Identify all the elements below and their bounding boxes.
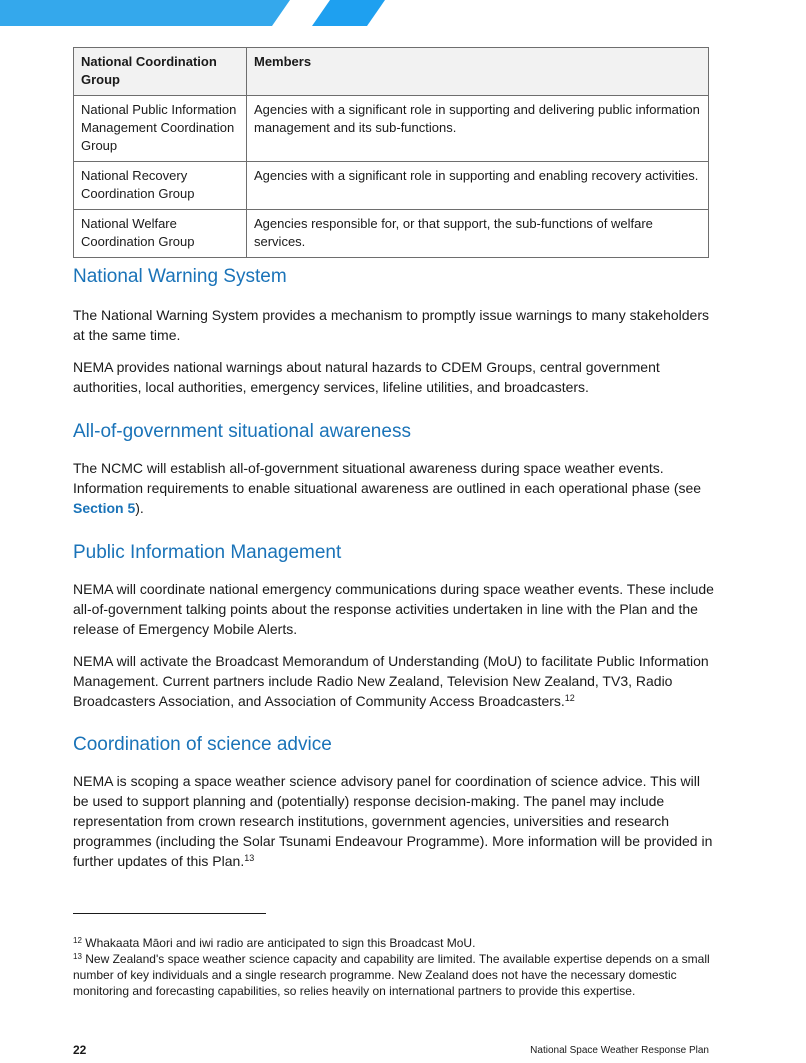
- heading-national-warning-system: National Warning System: [73, 266, 287, 287]
- table-cell: Agencies with a significant role in supporting and delivering public information management and its sub-functions.: [247, 96, 709, 162]
- footnote-13: [73, 951, 713, 999]
- footnote-12: [73, 935, 713, 951]
- footnote-number: 12: [73, 936, 82, 945]
- warning-paragraph-1: The National Warning System provides a mechanism to promptly issue warnings to many stakeholders at the same time.: [73, 307, 709, 343]
- table-header-row: [74, 48, 709, 96]
- page-number: 22: [73, 1043, 87, 1057]
- table-cell: Agencies with a significant role in supporting and enabling recovery activities.: [247, 162, 709, 210]
- footnote-divider: [73, 913, 266, 914]
- pim-paragraph-1: NEMA will coordinate national emergency communications during space weather events. These include all-of-government talking points about the response activities undertaken in line with the Plan and the release of Emergency Mobile Alerts.: [73, 581, 714, 637]
- heading-science-advice: Coordination of science advice: [73, 734, 332, 755]
- header-banner: [0, 0, 806, 26]
- pim-paragraph-2-text: NEMA will activate the Broadcast Memorandum of Understanding (MoU) to facilitate Public Information Management. Current partners include Radio New Zealand, Television New Zealand, TV3, Radio Broadcasters Association, and Association of Community Access Broadcasters.: [73, 653, 709, 709]
- coordination-groups-table: [73, 47, 709, 258]
- awareness-text-before: The NCMC will establish all-of-government situational awareness during space weather events. Information requirements to enable situational awareness are outlined in each operational phase (see: [73, 460, 702, 496]
- awareness-paragraph: [73, 458, 718, 518]
- document-title: National Space Weather Response Plan: [530, 1045, 709, 1056]
- footnote-ref-13[interactable]: 13: [244, 853, 255, 863]
- banner-band-bright: [312, 0, 385, 26]
- table-cell: National Welfare Coordination Group: [74, 210, 247, 258]
- footnote-ref-12[interactable]: 12: [564, 693, 575, 703]
- footnote-text: New Zealand's space weather science capacity and capability are limited. The available expertise depends on a small number of key individuals and a single research programme. New Zealand does not have the necessary domestic monitoring and forecasting capabilities, so relies heavily on international partners to provide this expertise.: [73, 952, 710, 998]
- table-cell: National Public Information Management Coordination Group: [74, 96, 247, 162]
- heading-public-information-management: Public Information Management: [73, 542, 342, 563]
- table-row: [74, 210, 709, 258]
- table-row: [74, 162, 709, 210]
- awareness-text-after: ).: [135, 500, 144, 516]
- column-header: National Coordination Group: [74, 48, 247, 96]
- footnote-number: 13: [73, 952, 82, 961]
- science-paragraph: [73, 771, 718, 871]
- warning-paragraph-2: NEMA provides national warnings about natural hazards to CDEM Groups, central government authorities, local authorities, emergency services, lifeline utilities, and broadcasters.: [73, 359, 660, 395]
- section-5-link[interactable]: Section 5: [73, 500, 136, 516]
- pim-paragraph-2: [73, 651, 718, 711]
- table-cell: Agencies responsible for, or that support, the sub-functions of welfare services.: [247, 210, 709, 258]
- banner-band-light: [0, 0, 290, 26]
- table-row: [74, 96, 709, 162]
- heading-situational-awareness: All-of-government situational awareness: [73, 421, 411, 442]
- table-cell: National Recovery Coordination Group: [74, 162, 247, 210]
- column-header: Members: [247, 48, 709, 96]
- footnote-text: Whakaata Māori and iwi radio are anticipated to sign this Broadcast MoU.: [81, 936, 476, 950]
- science-paragraph-text: NEMA is scoping a space weather science advisory panel for coordination of science advice. This will be used to support planning and (potentially) response decision-making. The panel may include representation from crown research institutions, government agencies, universities and research programmes (including the Solar Tsunami Endeavour Programme). More information will be provided in further updates of this Plan.: [73, 773, 713, 869]
